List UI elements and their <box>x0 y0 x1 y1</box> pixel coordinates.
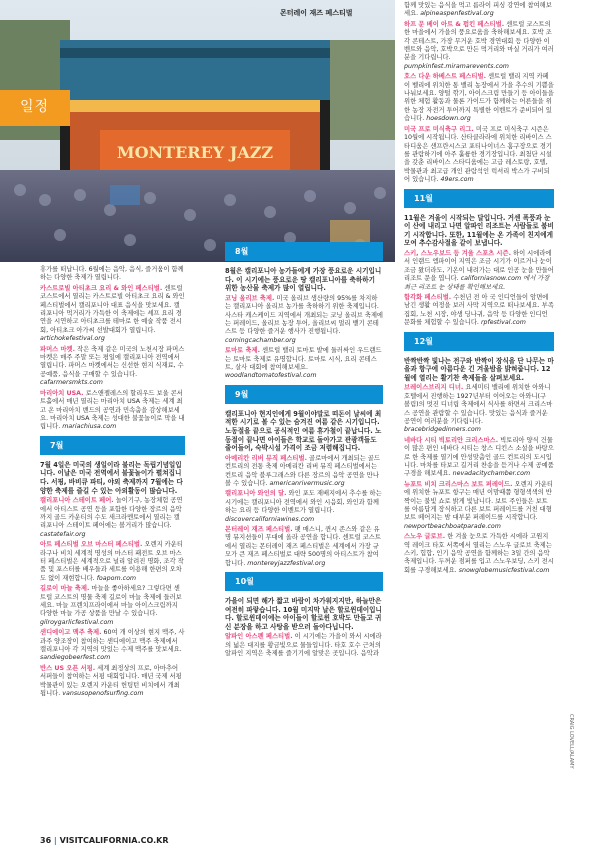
month-header-november: 11월 <box>404 189 554 208</box>
event-body: 센트럴 밸리 토마토 밭에 둘러싸인 우드랜드는 토마토 축제로 유명합니다. 토마토 시식, 요리 콘테스트, 살사 대회에 참여해보세요. <box>225 347 382 372</box>
event-url[interactable]: montereyjazzfestival.org <box>247 559 326 567</box>
month-header-july: 7월 <box>40 436 185 455</box>
november-lead: 11월은 겨울이 시작되는 달입니다. 거센 폭풍과 눈이 산에 내리고 나면 알파인 리조트는 사람들로 붐비기 시작합니다. 또한, 11월에는 온 가족이 친지에게 모여 추수감사절을 같이 보냅니다. <box>404 213 554 248</box>
event-body: 한 겨울 눈으로 가득한 시에라 고원지역 레이크 타호 서쪽에서 열리는 스노우 글로브 축제는 스키, 힙합, 인기 음악 공연을 함께하는 3일 간의 음악 축제입니다. 두꺼운 점퍼를 입고 스노우보딩, 스키 전시회를 구경해보세요. <box>404 533 554 574</box>
event-entry <box>404 384 554 434</box>
august-lead: 8월은 캘리포니아 농가들에게 가장 풍요로운 시기입니다. 이 시기에는 풍요로운 땅 캘리포니아를 축하하기 위한 농산물 축제가 많이 열립니다. <box>225 267 382 293</box>
event-title: 길로이 마늘 축제. <box>40 585 90 593</box>
event-body: 빅토리아 양식 건물이 많은 편인 네바다 시티는 창스 디킨스 소설을 바탕으로 한 축제를 열기에 안성맞춤인 골드 컨트리의 도시입니다. 마차를 타보고 길거리 찬송을 듣거나 수제 공예품 구경을 해보세요. <box>404 436 554 478</box>
event-url[interactable]: pumpkinfest.miramarevents.com <box>404 62 509 70</box>
event-body: 골로마에서 개최되는 골드 컨트리의 전통 축제 아메리칸 리버 뮤직 페스티벌에서는 컨트리 음악 블루그래스와 다른 장르의 음악 공연을 만나볼 수 있습니다. <box>225 454 380 488</box>
event-entry <box>404 533 554 575</box>
event-title: 호스 다운 하베스트 페스티벌. <box>404 73 486 81</box>
month-header-october: 10월 <box>225 572 383 591</box>
event-title: 캘리포니아 와인의 달. <box>225 490 287 498</box>
month-header-august: 8월 <box>225 242 383 261</box>
event-title: 코닝 올리브 축제. <box>225 294 275 302</box>
event-entry <box>404 437 554 479</box>
footer-separator: | <box>51 836 60 845</box>
event-url[interactable]: foapom.com <box>96 574 137 582</box>
event-entry <box>225 455 383 489</box>
event-body: 센트럴 밸리 지역 카페이 벨리에 위치한 통 밸리 농장에서 가을 추수의 기쁨을 나눠보세요. 양털 깎기, 아이스크림 만들기 등 아이들을 위한 체험 활동과 물론 가이드가 함께하는 어른들을 위한 농장 자전거 투어까지 특별한 이벤트가 준비되어 있습니다. <box>404 73 554 123</box>
event-entry <box>40 497 185 539</box>
event-body: 오렌지 카운티 라구나 비치 세계적 명성의 마스터 패전트 오브 마스터 페스티벌은 세계적으로 널리 알려진 명화, 조각 작품 및 포스터를 배우들과 세트를 이용해 한편의 오차도 없이 재현합니다. <box>40 541 184 582</box>
event-entry <box>40 629 185 663</box>
event-body: 마늘을 좋아하세요? 그렇다면 센트럴 코스트의 명물 축제 길로이 마늘 축제에 들러보세요. 마늘 프렌치프라이에서 마늘 아이스크림까지 다양한 마늘 가공 상품을 만날 수 있습니다. <box>40 585 182 618</box>
event-url[interactable]: mariachiusa.com <box>62 423 117 431</box>
event-title: 반스 US 오픈 서핑. <box>40 664 96 672</box>
event-entry <box>225 347 383 381</box>
continued-text <box>404 2 554 19</box>
event-title: 마리아치 USA. <box>40 389 84 397</box>
event-url[interactable]: nevadacitychamber.com <box>452 470 531 478</box>
continued-body: 함께 맛있는 음식을 먹고 름라이 피싱 강연에 참여해보세요. <box>404 2 552 18</box>
festival-photo <box>0 0 395 262</box>
event-body: 하이 시에라에서 인랜드 엠파이어 지역은 조금 시기가 이르거나 눈이 조금 왔더라도, 기온이 내려가는 대로 인공 눈을 만들어 리조트 문을 엽니다. <box>404 249 554 283</box>
october-lead: 가을이 되면 해가 짧고 바람이 차가워지지만, 하늘만은 여전히 파랗습니다. 10월 미지막 날은 할로윈데이입니다. 할로윈데이에는 아이들이 할로윈 호박도 만들고 귀신 분장을 하고 사탕을 받으러 돌아다닙니다. <box>225 597 382 631</box>
event-entry <box>40 390 185 432</box>
event-title: 토마토 축제. <box>225 347 260 355</box>
event-body: 이 시기에는 가을이 와서 시에라의 넓은 대지를 황금빛으로 물들입니다. 타호 호수 근처의 알파인 지역은 축제를 즐기기에 알맞은 곳입니다. 음악과 <box>225 633 382 658</box>
event-title: 브레이스브리지 디너. <box>404 384 464 392</box>
event-title: 파머스 마켓. <box>40 345 75 353</box>
event-body: 요세미티 밸리에 위치한 아와니 호텔에서 진행하는 1927년부터 이어오는 아와니(구 볼림)의 멋진 디너립 축제에서 식사를 하면서 크리스마스 공연을 관람할 수 있습니다. 맛있는 음식과 즐거운 공연이 여러분을 기다립니다. <box>404 384 553 425</box>
event-entry <box>40 665 185 699</box>
event-title: 아메리칸 리버 뮤직 페스티벌. <box>225 454 307 462</box>
event-entry <box>404 294 554 328</box>
event-body: 미국 올리브 생산량의 95%를 차지하는 캘리포니아 올리브 농가를 축하하기 위한 축제입니다. 사스타 캐스케이드 지역에서 개최되는 코닝 올리브 축제에는 퍼레이드, 올리브 농장 투어, 올리브씨 멀리 뱉기 콘테스트 등 다양한 즐거운 행사가 진행됩니다. <box>225 294 383 336</box>
event-body: 미국 프로 미식축구 시즌은 10월에 시작됩니다. 산타클라라에 위치한 리바이스 스타디움은 샌프란시스코 포티나이너스 홈구장으로 경기를 관람하기에 아주 훌륭한 경기장입니다. 최첨단 시설을 갖춘 리바이스 스타디움에는 고급 레스토랑, 호텔, 박물관과 최고급 개인 관람석인 럭셔리 박스가 구비되어 있습니다. <box>404 125 552 184</box>
photo-credit-text: CRAIG LOVELL/ALAMY <box>568 714 574 769</box>
event-entry <box>40 541 185 583</box>
page-footer <box>40 836 169 845</box>
event-url[interactable]: corningcachamber.org <box>225 336 296 344</box>
page-number: 36 <box>40 836 52 845</box>
event-body: 팻 매스니, 퀸시 존스와 같은 유명 뮤지션들이 무대에 올라 공연을 합니다. 센트럴 코스트에서 열리는 몬터레이 재즈 페스티벌은 세계에서 가장 규모가 큰 재즈 페스티벌로 대략 500명의 아티스트가 참여합니다. <box>225 526 381 567</box>
event-title: 캘리포니아 스테이트 페어. <box>40 497 114 505</box>
event-url[interactable]: artichokefestival.org <box>40 335 105 343</box>
event-url[interactable]: sandiegobeerfest.com <box>40 654 111 662</box>
event-url[interactable]: snowglobemusicfestival.com <box>458 566 550 574</box>
event-body: 놀이기구, 농장체험 공연에서 아티스트 공연 등을 포함한 다양한 장르의 음악까지 골드 카운티의 수도 새크라멘토에서 열리는 캘리포니아 스테이트 페어에는 볼거리가 많습니다. <box>40 497 183 530</box>
event-body: 센트럴 코스트의 한 마을에서 가을의 풍요로움을 축하해보세요. 호박 조각 콘테스트, 가장 무거운 호박 경연대회 등 다양한 이벤트와 음악, 호박으로 만든 먹거리와 마실 거리가 여러분을 기다립니다. <box>404 20 554 62</box>
event-entry <box>404 126 554 185</box>
event-body: 수천년 전 아 국 인디언들이 암면에 남긴 생활 여정을 보러 사막 지역으로 떠나보세요. 부족 집회, 노천 시장, 야생 딩나귀, 음악 등 다양한 인디언 문화를 체험할 수 있습니다. <box>404 293 554 327</box>
event-title: 알파인 아스펜 페스티벌. <box>225 633 293 641</box>
event-title: 네바다 시티 빅토리안 크리스마스. <box>404 436 499 444</box>
event-title: 카스트로빌 아티초크 요리 & 와인 페스티벌. <box>40 284 163 292</box>
event-title: 함각화 페스티벌. <box>404 293 452 301</box>
event-url[interactable]: castatefair.org <box>40 530 86 538</box>
june-intro: 휴가를 떠납니다. 6월에는 음악, 음식, 즐거움이 함께하는 다양한 축제가 열립니다. <box>40 266 184 282</box>
event-entry <box>404 481 554 531</box>
event-entry <box>225 526 383 568</box>
event-entry <box>40 585 185 627</box>
event-title: 샌디에이고 맥주 축제. <box>40 629 102 637</box>
event-entry <box>225 295 383 345</box>
event-url[interactable]: vansusopenofsurfing.com <box>62 690 144 698</box>
event-title: 스키, 스노우보드 등 겨울 스포츠 시즌. <box>404 249 511 257</box>
event-body: 세계 최정상의 프로, 아마추어 서퍼들이 참여하는 서핑 대회입니다. 매년 국제 서핑 박물관이 있는 오렌지 카운티 헌팅턴 비치에서 개최됩니다. <box>40 664 182 698</box>
photo-credit <box>566 714 576 774</box>
event-title: 몬터레이 재즈 페스티벌. <box>225 526 293 534</box>
month-header-december: 12월 <box>404 332 554 351</box>
event-body: 작은 축제 같은 미국의 노천시장 파머스 마켓은 매주 주말 또는 평일에 캘리포니아 전역에서 열립니다. 파머스 마켓에서는 신선한 현지 식재료, 수공예품, 음식을 구매할 수 있습니다. <box>40 345 185 378</box>
stage-crowd-image <box>0 0 395 262</box>
event-body: 센트럴 코스트에서 열리는 카스트로빌 아티초크 요리 & 와인 페스티벌에서 캘리포니아 대표 음식을 맛보세요. 캘리포니아 먹거리가 가득한 이 축제에는 셰프 요리 경연을 시연하고 아티초크를 테마로 한 예술 작품 전시회, 아티초크 아가씨 선발대회가 열립니다. <box>40 284 185 334</box>
stage-sign-text: MONTEREY JAZZ <box>116 143 274 162</box>
event-body: 오렌지 카운티에 위치한 뉴포트 항구는 매년 이맘때쯤 형형색색의 반짝이는 불빛 쇼로 밝게 빛납니다. 보트 주인들은 보트 를 아름답게 장식하고 다른 보트 퍼레이드를 거친 대형 보트 떼어지는 밤 대부분 퍼레이드를 시작합니다. <box>404 480 554 522</box>
event-url[interactable]: cafarmersmkts.com <box>40 379 103 387</box>
event-title: 뉴포트 비치 크리스마스 보트 퍼레이드. <box>404 480 513 488</box>
event-title: 미국 프로 미식축구 리그. <box>404 125 474 133</box>
event-url[interactable]: americanrivermusic.org <box>269 480 345 488</box>
footer-site[interactable]: VISITCALIFORNIA.CO.KR <box>59 836 169 845</box>
event-body: 로스앤젤레스의 할리우드 보울 콘서트홀에서 매년 열리는 마리아치 USA 축제는 세계 최고 온 마리아치 밴드의 공연과 민속춤을 감상해보세요. 마리아치 USA 축제는 성대한 불꽃놀이로 막을 내립니다. <box>40 389 185 431</box>
event-entry <box>225 633 383 658</box>
september-lead: 캘리포니아 현지인에게 9월이야말로 떠돈이 날씨에 최적한 시기로 볼 수 있는 숨겨진 여름 같은 시기입니다. 노동절을 끝으로 공식적인 여름 휴가철이 끝납니다. 노동절이 끝나면 아이들은 학교로 돌아가고 관광객들도 줄어들어, 숙박시설 가격이 조금 저렴해집니다. <box>225 409 382 453</box>
july-lead: 7월 4일은 미국의 생일이라 불리는 독립기념일입니다. 이날은 미국 전역에서 불꽃놀이가 펼쳐집니다. 서핑, 바비큐 파티, 야외 축제까지 7월에는 다양한 축제를 즐길 수 있는 아외활동이 많습니다. <box>40 460 183 495</box>
event-entry <box>40 285 185 344</box>
event-entry <box>40 346 185 388</box>
column-3 <box>404 2 554 577</box>
column-2 <box>225 238 383 661</box>
photo-caption: 몬터레이 재즈 페스티벌 <box>280 9 353 17</box>
december-lead: 반짝반짝 빛나는 전구와 반짝이 장식을 단 나무는 마을과 항구에 아름다운 긴 겨울밤을 밝혀줍니다. 12월에 열리는 활기찬 축제들을 살펴보세요. <box>404 356 554 382</box>
event-note: 에서 가장 최근 리조트 눈 상태를 확인해보세요. <box>404 275 550 291</box>
event-body: 와인 포도 재배지에서 추수를 하는 시기에는 캘리포니아 전역에서 와인 시음회, 와인과 함께하는 요리 등 다양한 이벤트가 열립니다. <box>225 490 382 515</box>
event-title: 스노우 글로브. <box>404 533 446 541</box>
event-url[interactable]: discovercaliforniawines.com <box>225 515 315 523</box>
event-entry <box>404 21 554 71</box>
column-1 <box>40 266 185 700</box>
event-url[interactable]: hoesdown.org <box>426 115 471 123</box>
event-url[interactable]: woodlandtomatofestival.com <box>225 372 317 380</box>
event-url[interactable]: bracebridgedinners.com <box>404 426 481 434</box>
section-label: 일정 <box>20 99 50 115</box>
event-entry <box>404 250 554 292</box>
event-entry <box>225 490 383 524</box>
event-title: 아트 페스티벌 오브 마스터 페스티벌. <box>40 541 143 549</box>
event-url[interactable]: alpineaspenfestival.org <box>420 10 494 18</box>
event-url[interactable]: newportbeachboatparade.com <box>404 522 501 530</box>
event-url[interactable]: 49ers.com <box>440 176 474 184</box>
event-url[interactable]: gilroygarlicfestival.com <box>40 618 114 626</box>
event-entry <box>404 73 554 123</box>
event-url[interactable]: californiasnow.com <box>460 275 522 283</box>
month-header-september: 9월 <box>225 385 383 404</box>
event-url[interactable]: rpfestival.com <box>480 319 526 327</box>
event-title: 하프 문 베이 아트 & 펌킨 페스티벌. <box>404 20 505 28</box>
event-body: 60여 개 이상의 현지 맥주, 사과주 양조장이 참여하는 샌디에이고 맥주 축제에서 캘리포니아 각 지역의 맛있는 수제 맥주를 맛보세요. <box>40 629 185 653</box>
